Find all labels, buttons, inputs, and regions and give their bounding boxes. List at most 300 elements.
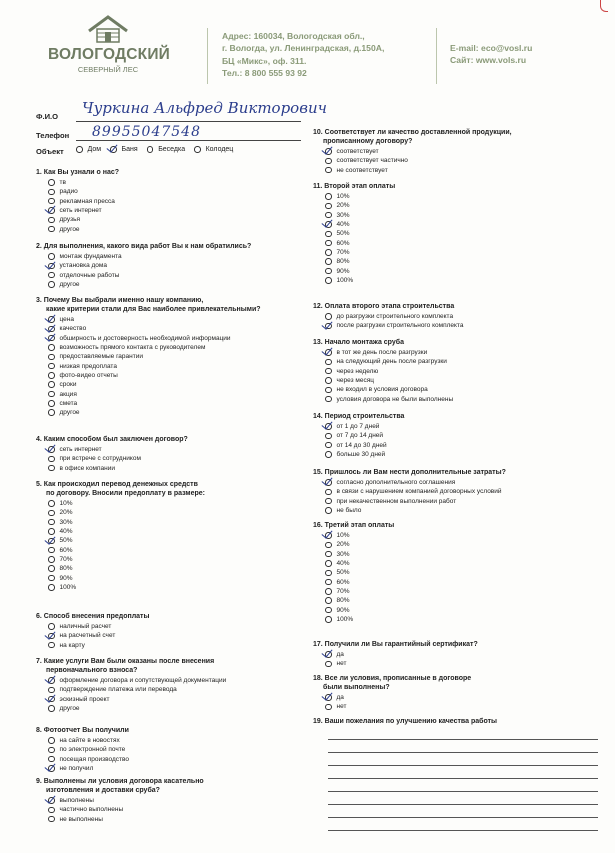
question-title: 11. Второй этап оплаты [313,183,396,190]
answer-option[interactable] [325,650,603,659]
answer-label: выполнены [59,797,94,805]
question-3 [36,296,326,417]
answer-option[interactable] [48,631,326,640]
answer-option[interactable] [325,659,603,668]
answer-label: наличный расчет [59,623,112,631]
radio-button[interactable] [48,179,55,186]
phone-handwritten[interactable]: 89955047548 [92,124,201,140]
answer-label: соответствует [336,148,379,156]
radio-button[interactable] [325,231,332,238]
answer-option[interactable] [48,380,326,389]
answer-option[interactable] [48,324,326,333]
radio-button[interactable] [325,451,332,458]
answer-label: не выполнены [59,815,103,823]
answer-option[interactable] [325,577,603,586]
answer-label: радио [59,188,78,196]
answer-label: 60% [336,239,350,247]
radio-button[interactable] [325,148,332,155]
question-6 [36,612,326,650]
answer-label: 60% [59,546,73,554]
logo-name: ВОЛОГОДСКИЙ [48,46,171,63]
radio-button[interactable] [48,797,55,804]
answer-option[interactable] [325,422,603,431]
radio-button[interactable] [325,158,332,165]
house-logo-icon [85,14,131,44]
answer-option[interactable] [48,252,326,261]
radio-button[interactable] [48,456,55,463]
answer-option[interactable] [48,736,326,745]
question-17 [313,640,603,669]
question-title: 10. Соответствует ли качество доставленной продукции, [313,129,512,136]
answer-option[interactable] [48,399,326,408]
logo-subtitle: СЕВЕРНЫЙ ЛЕС [77,65,139,74]
answer-option[interactable] [48,527,326,536]
answer-label: в тот же день после разгрузки [336,349,428,357]
answer-label: 70% [336,587,350,595]
radio-button[interactable] [325,277,332,284]
answer-label: не было [336,507,362,515]
radio-button[interactable] [48,344,55,351]
answer-label: 70% [336,248,350,256]
answer-option[interactable] [48,271,326,280]
answer-option[interactable] [48,518,326,527]
answer-label: условия договора не были выполнены [336,395,454,403]
answer-option[interactable] [48,445,326,454]
answer-label: низкая предоплата [59,362,117,370]
question-title: были выполнены? [323,684,390,691]
answer-options [48,315,326,417]
answer-option[interactable] [325,266,603,275]
radio-button[interactable] [325,423,332,430]
answer-option[interactable] [48,315,326,324]
question-title: 16. Третий этап оплаты [313,522,395,529]
answer-option[interactable] [325,487,603,496]
radio-button[interactable] [325,694,332,701]
answer-option[interactable] [48,796,326,805]
answer-label: возможность прямого контакта с руководителем [59,344,206,352]
radio-button[interactable] [325,268,332,275]
answer-label: 30% [336,550,350,558]
question-2 [36,242,326,289]
radio-button[interactable] [325,249,332,256]
radio-button[interactable] [325,433,332,440]
answer-option[interactable] [325,376,603,385]
question-title: 8. Фотоотчет Вы получили [36,727,129,734]
header-divider [436,28,437,84]
radio-button[interactable] [325,597,332,604]
radio-button[interactable] [48,633,55,640]
radio-button[interactable] [325,221,332,228]
radio-button[interactable] [48,584,55,591]
radio-button[interactable] [48,807,55,814]
radio-button[interactable] [325,507,332,514]
answer-option[interactable] [48,224,326,233]
radio-button[interactable] [48,519,55,526]
radio-button[interactable] [325,542,332,549]
answer-label: 90% [336,606,350,614]
radio-button[interactable] [48,281,55,288]
answer-option[interactable] [325,248,603,257]
radio-button[interactable] [194,146,201,153]
answer-label: 90% [336,267,350,275]
answer-options [325,478,603,515]
answer-option[interactable] [325,357,603,366]
answer-option[interactable] [325,540,603,549]
answer-label: сеть интернет [59,207,102,215]
question-19 [313,717,603,727]
question-title: 17. Получили ли Вы гарантийный сертификат? [313,641,478,648]
radio-button[interactable] [48,189,55,196]
object-option[interactable]: Баня [110,146,138,153]
object-options [76,146,242,153]
answer-label: 80% [336,258,350,266]
wish-line[interactable] [328,765,598,766]
fio-label: Ф.И.О [36,112,59,121]
radio-button[interactable] [325,349,332,356]
answer-option[interactable] [48,695,326,704]
answer-label: эскизный проект [59,695,110,703]
answer-label: качество [59,325,87,333]
answer-option[interactable] [48,555,326,564]
radio-button[interactable] [48,207,55,214]
answer-label: от 14 до 30 дней [336,441,387,449]
question-title: 18. Все ли условия, прописанные в договоре [313,675,472,682]
answer-option[interactable] [325,441,603,450]
answer-label: предоставляемые гарантии [59,353,143,361]
answer-options [325,192,603,285]
radio-button[interactable] [325,498,332,505]
answer-option[interactable] [48,464,326,473]
question-9 [36,777,326,824]
answer-options [48,676,326,713]
answer-option[interactable] [325,550,603,559]
radio-button[interactable] [325,551,332,558]
question-title: 12. Оплата второго этапа строительства [313,303,455,310]
answer-label: после разгрузки строительного комплекта [336,322,464,330]
radio-button[interactable] [48,400,55,407]
answer-option[interactable] [48,178,326,187]
answer-label: 20% [59,509,73,517]
answer-label: через неделю [336,367,379,375]
answer-option[interactable] [325,276,603,285]
radio-button[interactable] [325,704,332,711]
answer-option[interactable] [325,257,603,266]
radio-button[interactable] [48,272,55,279]
question-title: 14. Период строительства [313,413,405,420]
answer-option[interactable] [48,371,326,380]
answer-option[interactable] [325,367,603,376]
answer-option[interactable] [325,312,603,321]
answer-label: 10% [336,193,350,201]
answer-option[interactable] [48,197,326,206]
answer-label: монтаж фундамента [59,253,122,261]
answer-option[interactable] [48,261,326,270]
radio-button[interactable] [76,146,83,153]
wish-line[interactable] [328,739,598,740]
answer-option[interactable] [48,536,326,545]
radio-button[interactable] [48,391,55,398]
answer-option[interactable] [325,229,603,238]
answer-label: отделочные работы [59,271,120,279]
answer-label: цена [59,316,74,324]
radio-button[interactable] [325,323,332,330]
radio-button[interactable] [325,377,332,384]
answer-option[interactable] [48,764,326,773]
radio-button[interactable] [48,372,55,379]
answer-label: фото-видео отчеты [59,371,118,379]
answer-option[interactable] [325,156,603,165]
question-7 [36,657,326,713]
answer-option[interactable] [325,385,603,394]
object-option[interactable]: Колодец [194,146,233,153]
answer-option[interactable] [48,352,326,361]
answer-options [325,693,603,712]
radio-button[interactable] [48,556,55,563]
radio-button[interactable] [325,359,332,366]
answer-option[interactable] [48,685,326,694]
answer-label: другое [59,281,80,289]
radio-button[interactable] [48,538,55,545]
answer-option[interactable] [48,805,326,814]
wish-line[interactable] [328,804,598,805]
answer-option[interactable] [48,641,326,650]
answer-label: смета [59,399,78,407]
answer-option[interactable] [325,192,603,201]
answer-option[interactable] [325,321,603,330]
radio-button[interactable] [325,442,332,449]
answer-option[interactable] [325,201,603,210]
answer-label: до разгрузки строительного комплекта [336,313,454,321]
answer-label: да [336,651,344,659]
question-14 [313,412,603,459]
radio-button[interactable] [48,575,55,582]
radio-button[interactable] [48,737,55,744]
radio-button[interactable] [325,240,332,247]
answer-option[interactable] [48,343,326,352]
radio-button[interactable] [325,167,332,174]
radio-button[interactable] [325,607,332,614]
radio-button[interactable] [48,217,55,224]
question-title: 4. Каким способом был заключен договор? [36,436,188,443]
answer-option[interactable] [325,147,603,156]
answer-option[interactable] [325,615,603,624]
wish-line[interactable] [328,752,598,753]
radio-button[interactable] [325,396,332,403]
answer-label: установка дома [59,262,108,270]
radio-button[interactable] [48,816,55,823]
answer-options [48,445,326,473]
answer-option[interactable] [325,394,603,403]
radio-button[interactable] [325,368,332,375]
answer-label: оформление договора и сопутствующей документации [59,677,227,685]
answer-label: 50% [336,230,350,238]
radio-button[interactable] [325,203,332,210]
answer-option[interactable] [325,605,603,614]
answer-option[interactable] [48,280,326,289]
answer-label: 10% [59,500,73,508]
radio-button[interactable] [48,547,55,554]
answer-option[interactable] [325,166,603,175]
answer-option[interactable] [48,745,326,754]
answer-option[interactable] [325,559,603,568]
radio-button[interactable] [48,696,55,703]
answer-option[interactable] [48,564,326,573]
answer-label: 90% [59,574,73,582]
answer-label: на сайте в новостях [59,737,120,745]
radio-button[interactable] [48,263,55,270]
radio-button[interactable] [325,616,332,623]
answer-label: 30% [59,518,73,526]
answer-option[interactable] [48,334,326,343]
radio-button[interactable] [48,565,55,572]
answer-option[interactable] [48,755,326,764]
answer-label: другое [59,409,80,417]
radio-button[interactable] [48,677,55,684]
answer-label: на карту [59,641,85,649]
radio-button[interactable] [48,354,55,361]
question-13 [313,338,603,404]
answer-options [48,178,326,234]
wish-line[interactable] [328,817,598,818]
answer-label: 100% [336,615,354,623]
answer-option[interactable] [325,431,603,440]
answer-option[interactable] [48,361,326,370]
answer-option[interactable] [325,506,603,515]
radio-button[interactable] [48,446,55,453]
answer-option[interactable] [325,348,603,357]
question-4 [36,435,326,473]
radio-button[interactable] [325,579,332,586]
answer-option[interactable] [325,497,603,506]
question-5 [36,480,326,592]
answer-option[interactable] [325,478,603,487]
radio-button[interactable] [48,226,55,233]
wish-line[interactable] [328,791,598,792]
question-title: 2. Для выполнения, какого вида работ Вы к нам обратились? [36,243,252,250]
answer-label: в офисе компании [59,464,116,472]
answer-label: подтверждение платежа или перевода [59,686,177,694]
radio-button[interactable] [48,381,55,388]
answer-option[interactable] [48,408,326,417]
radio-button[interactable] [48,500,55,507]
radio-button[interactable] [325,588,332,595]
question-15 [313,468,603,515]
answer-options [325,147,603,175]
answer-label: сроки [59,381,77,389]
question-title: 6. Способ внесения предоплаты [36,613,150,620]
answer-option[interactable] [48,704,326,713]
answer-option[interactable] [48,573,326,582]
answer-option[interactable] [325,220,603,229]
radio-button[interactable] [325,193,332,200]
radio-button[interactable] [325,532,332,539]
question-16 [313,521,603,624]
radio-button[interactable] [48,363,55,370]
answer-option[interactable] [48,187,326,196]
radio-button[interactable] [325,661,332,668]
question-11 [313,182,603,285]
answer-option[interactable] [48,454,326,463]
answer-option[interactable] [48,499,326,508]
answer-label: 30% [336,211,350,219]
answer-label: на расчетный счет [59,632,116,640]
question-12 [313,302,603,331]
radio-button[interactable] [48,747,55,754]
answer-label: при встрече с сотрудником [59,455,141,463]
answer-label: 40% [336,221,350,229]
radio-button[interactable] [325,651,332,658]
answer-label: 100% [336,276,354,284]
radio-button[interactable] [48,465,55,472]
wish-line[interactable] [328,830,598,831]
radio-button[interactable] [325,258,332,265]
answer-label: 10% [336,532,350,540]
answer-option[interactable] [325,568,603,577]
radio-button[interactable] [48,765,55,772]
answer-options [48,499,326,592]
radio-button[interactable] [48,335,55,342]
fio-handwritten[interactable]: Чуркина Альфред Викторович [82,99,327,117]
radio-button[interactable] [48,642,55,649]
radio-button[interactable] [147,146,154,153]
answer-option[interactable] [325,702,603,711]
radio-button[interactable] [48,510,55,517]
radio-button[interactable] [325,489,332,496]
radio-button[interactable] [110,146,117,153]
answer-label: нет [336,660,347,668]
answer-label: 60% [336,578,350,586]
answer-option[interactable] [48,215,326,224]
question-title: какие критерии стали для Вас наиболее привлекательными? [46,306,261,313]
radio-button[interactable] [48,409,55,416]
answer-option[interactable] [325,238,603,247]
answer-option[interactable] [325,531,603,540]
answer-label: тв [59,179,66,187]
answer-label: частично выполнены [59,806,124,814]
radio-button[interactable] [325,387,332,394]
answer-option[interactable] [48,545,326,554]
answer-label: 20% [336,202,350,210]
answer-option[interactable] [325,211,603,220]
answer-option[interactable] [48,622,326,631]
answer-option[interactable] [48,508,326,517]
answer-option[interactable] [325,693,603,702]
question-title: 1. Как Вы узнали о нас? [36,169,120,176]
answer-option[interactable] [48,389,326,398]
object-option[interactable]: Беседка [147,146,185,153]
object-option[interactable]: Дом [76,146,101,153]
answer-label: сеть интернет [59,446,102,454]
answer-option[interactable] [48,206,326,215]
radio-button[interactable] [325,570,332,577]
answer-label: 100% [59,583,77,591]
company-contacts: E-mail: eco@vosl.ru Сайт: www.vols.ru [450,43,533,66]
radio-button[interactable] [325,560,332,567]
answer-option[interactable] [325,587,603,596]
wish-line[interactable] [328,778,598,779]
radio-button[interactable] [48,705,55,712]
answer-label: нет [336,703,347,711]
answer-option[interactable] [325,450,603,459]
question-8 [36,726,326,773]
answer-option[interactable] [325,596,603,605]
question-title: 5. Как происходил перевод денежных средств [36,481,198,488]
question-title: 9. Выполнены ли условия договора касательно [36,778,204,785]
answer-option[interactable] [48,815,326,824]
answer-option[interactable] [48,676,326,685]
answer-option[interactable] [48,583,326,592]
radio-button[interactable] [325,479,332,486]
